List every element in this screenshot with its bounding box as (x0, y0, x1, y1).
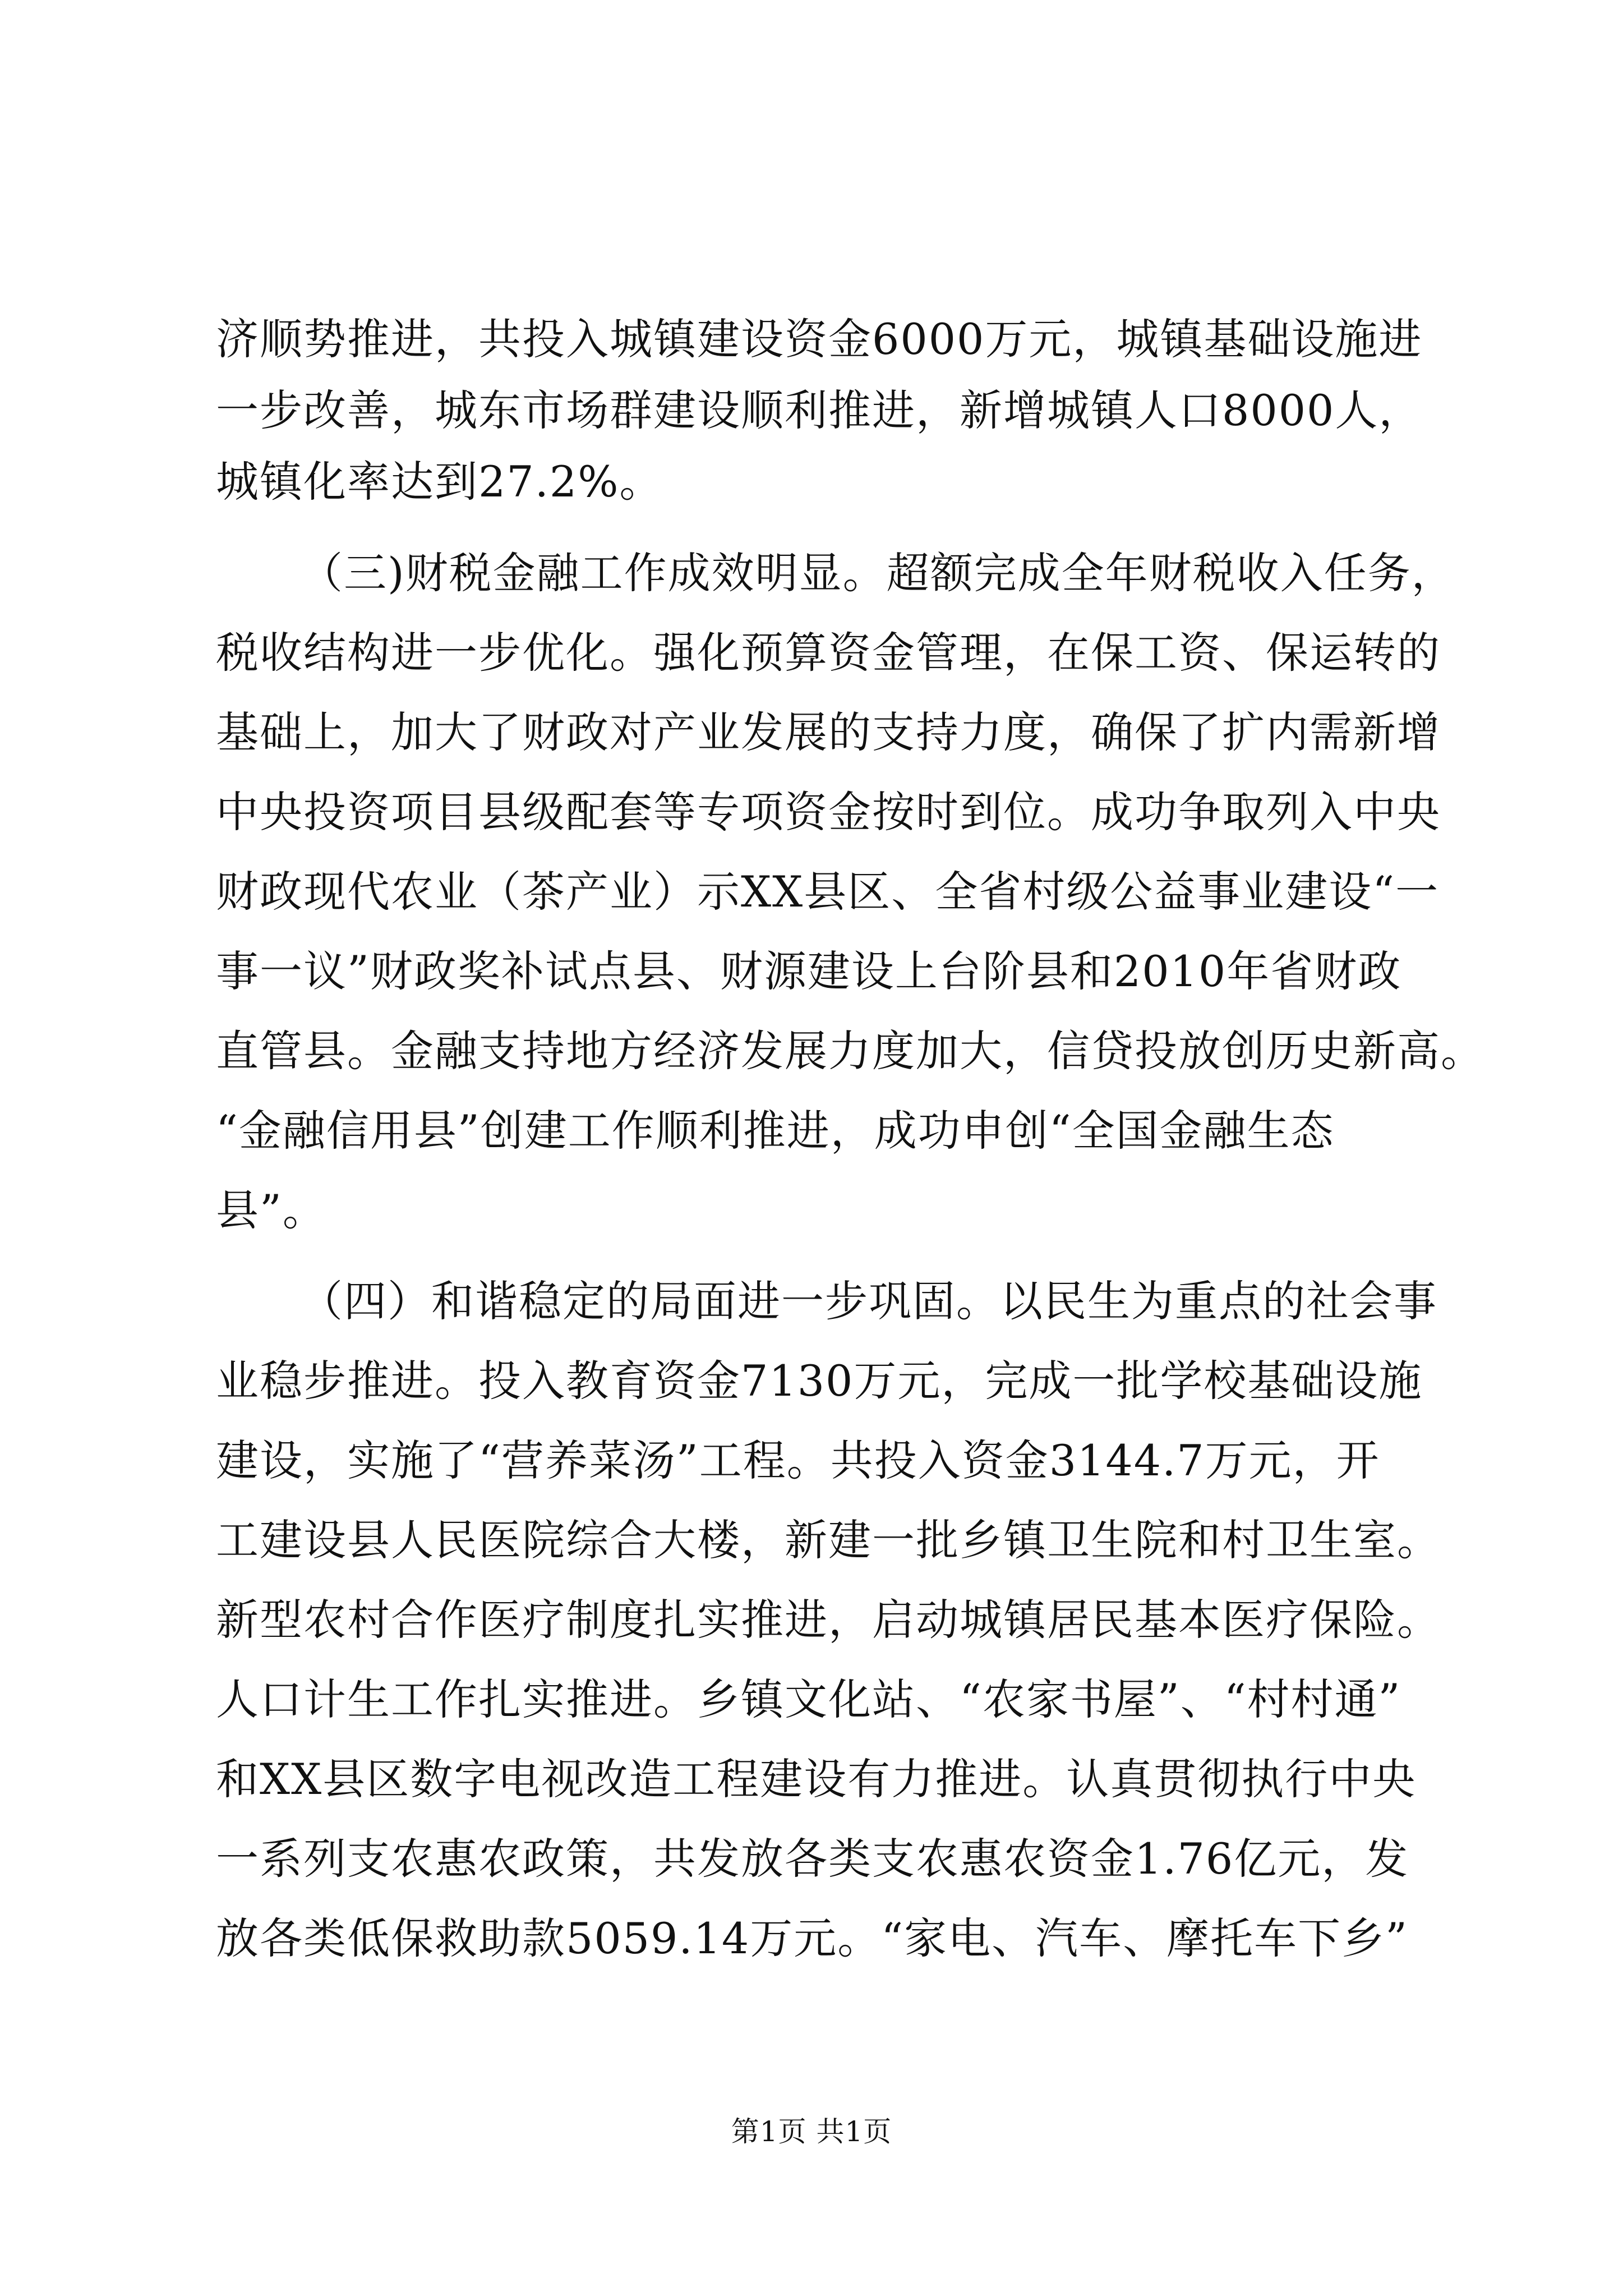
text-line-17: 新型农村合作医疗制度扎实推进，启动城镇居民基本医疗保险。 (216, 1595, 1441, 1645)
text-line-3: 城镇化率达到27.2%。 (216, 457, 663, 507)
text-line-5: 税收结构进一步优化。强化预算资金管理，在保工资、保运转的 (216, 628, 1441, 678)
text-line-9: 事一议”财政奖补试点县、财源建设上台阶县和2010年省财政 (216, 946, 1402, 996)
text-line-8: 财政现代农业（茶产业）示XX县区、全省村级公益事业建设“一 (216, 867, 1440, 917)
paragraph-4-line-1: （四）和谐稳定的局面进一步巩固。以民生为重点的社会事 (300, 1276, 1437, 1326)
text-line-11: “金融信用县”创建工作顺利推进，成功申创“全国金融生态 (216, 1106, 1335, 1156)
text-line-14: 业稳步推进。投入教育资金7130万元，完成一批学校基础设施 (216, 1356, 1423, 1406)
text-line-1: 济顺势推进，共投入城镇建设资金6000万元，城镇基础设施进 (216, 314, 1423, 364)
text-line-20: 一系列支农惠农政策，共发放各类支农惠农资金1.76亿元，发 (216, 1834, 1409, 1884)
text-line-18: 人口计生工作扎实推进。乡镇文化站、“农家书屋”、“村村通” (216, 1674, 1401, 1724)
text-line-10: 直管县。金融支持地方经济发展力度加大，信贷投放创历史新高。 (216, 1026, 1484, 1076)
text-line-12: 县”。 (216, 1185, 326, 1235)
page-footer: 第1页 共1页 (731, 2115, 892, 2148)
text-line-21: 放各类低保救助款5059.14万元。“家电、汽车、摩托车下乡” (216, 1913, 1408, 1963)
text-line-7: 中央投资项目县级配套等专项资金按时到位。成功争取列入中央 (216, 787, 1441, 837)
text-line-19: 和XX县区数字电视改造工程建设有力推进。认真贯彻执行中央 (216, 1754, 1417, 1804)
text-line-15: 建设，实施了“营养菜汤”工程。共投入资金3144.7万元，开 (216, 1435, 1380, 1485)
text-line-2: 一步改善，城东市场群建设顺利推进，新增城镇人口8000人， (216, 385, 1423, 435)
text-line-6: 基础上，加大了财政对产业发展的支持力度，确保了扩内需新增 (216, 707, 1441, 757)
paragraph-3-line-1: （三)财税金融工作成效明显。超额完成全年财税收入任务， (300, 548, 1455, 598)
text-line-16: 工建设县人民医院综合大楼，新建一批乡镇卫生院和村卫生室。 (216, 1515, 1441, 1565)
